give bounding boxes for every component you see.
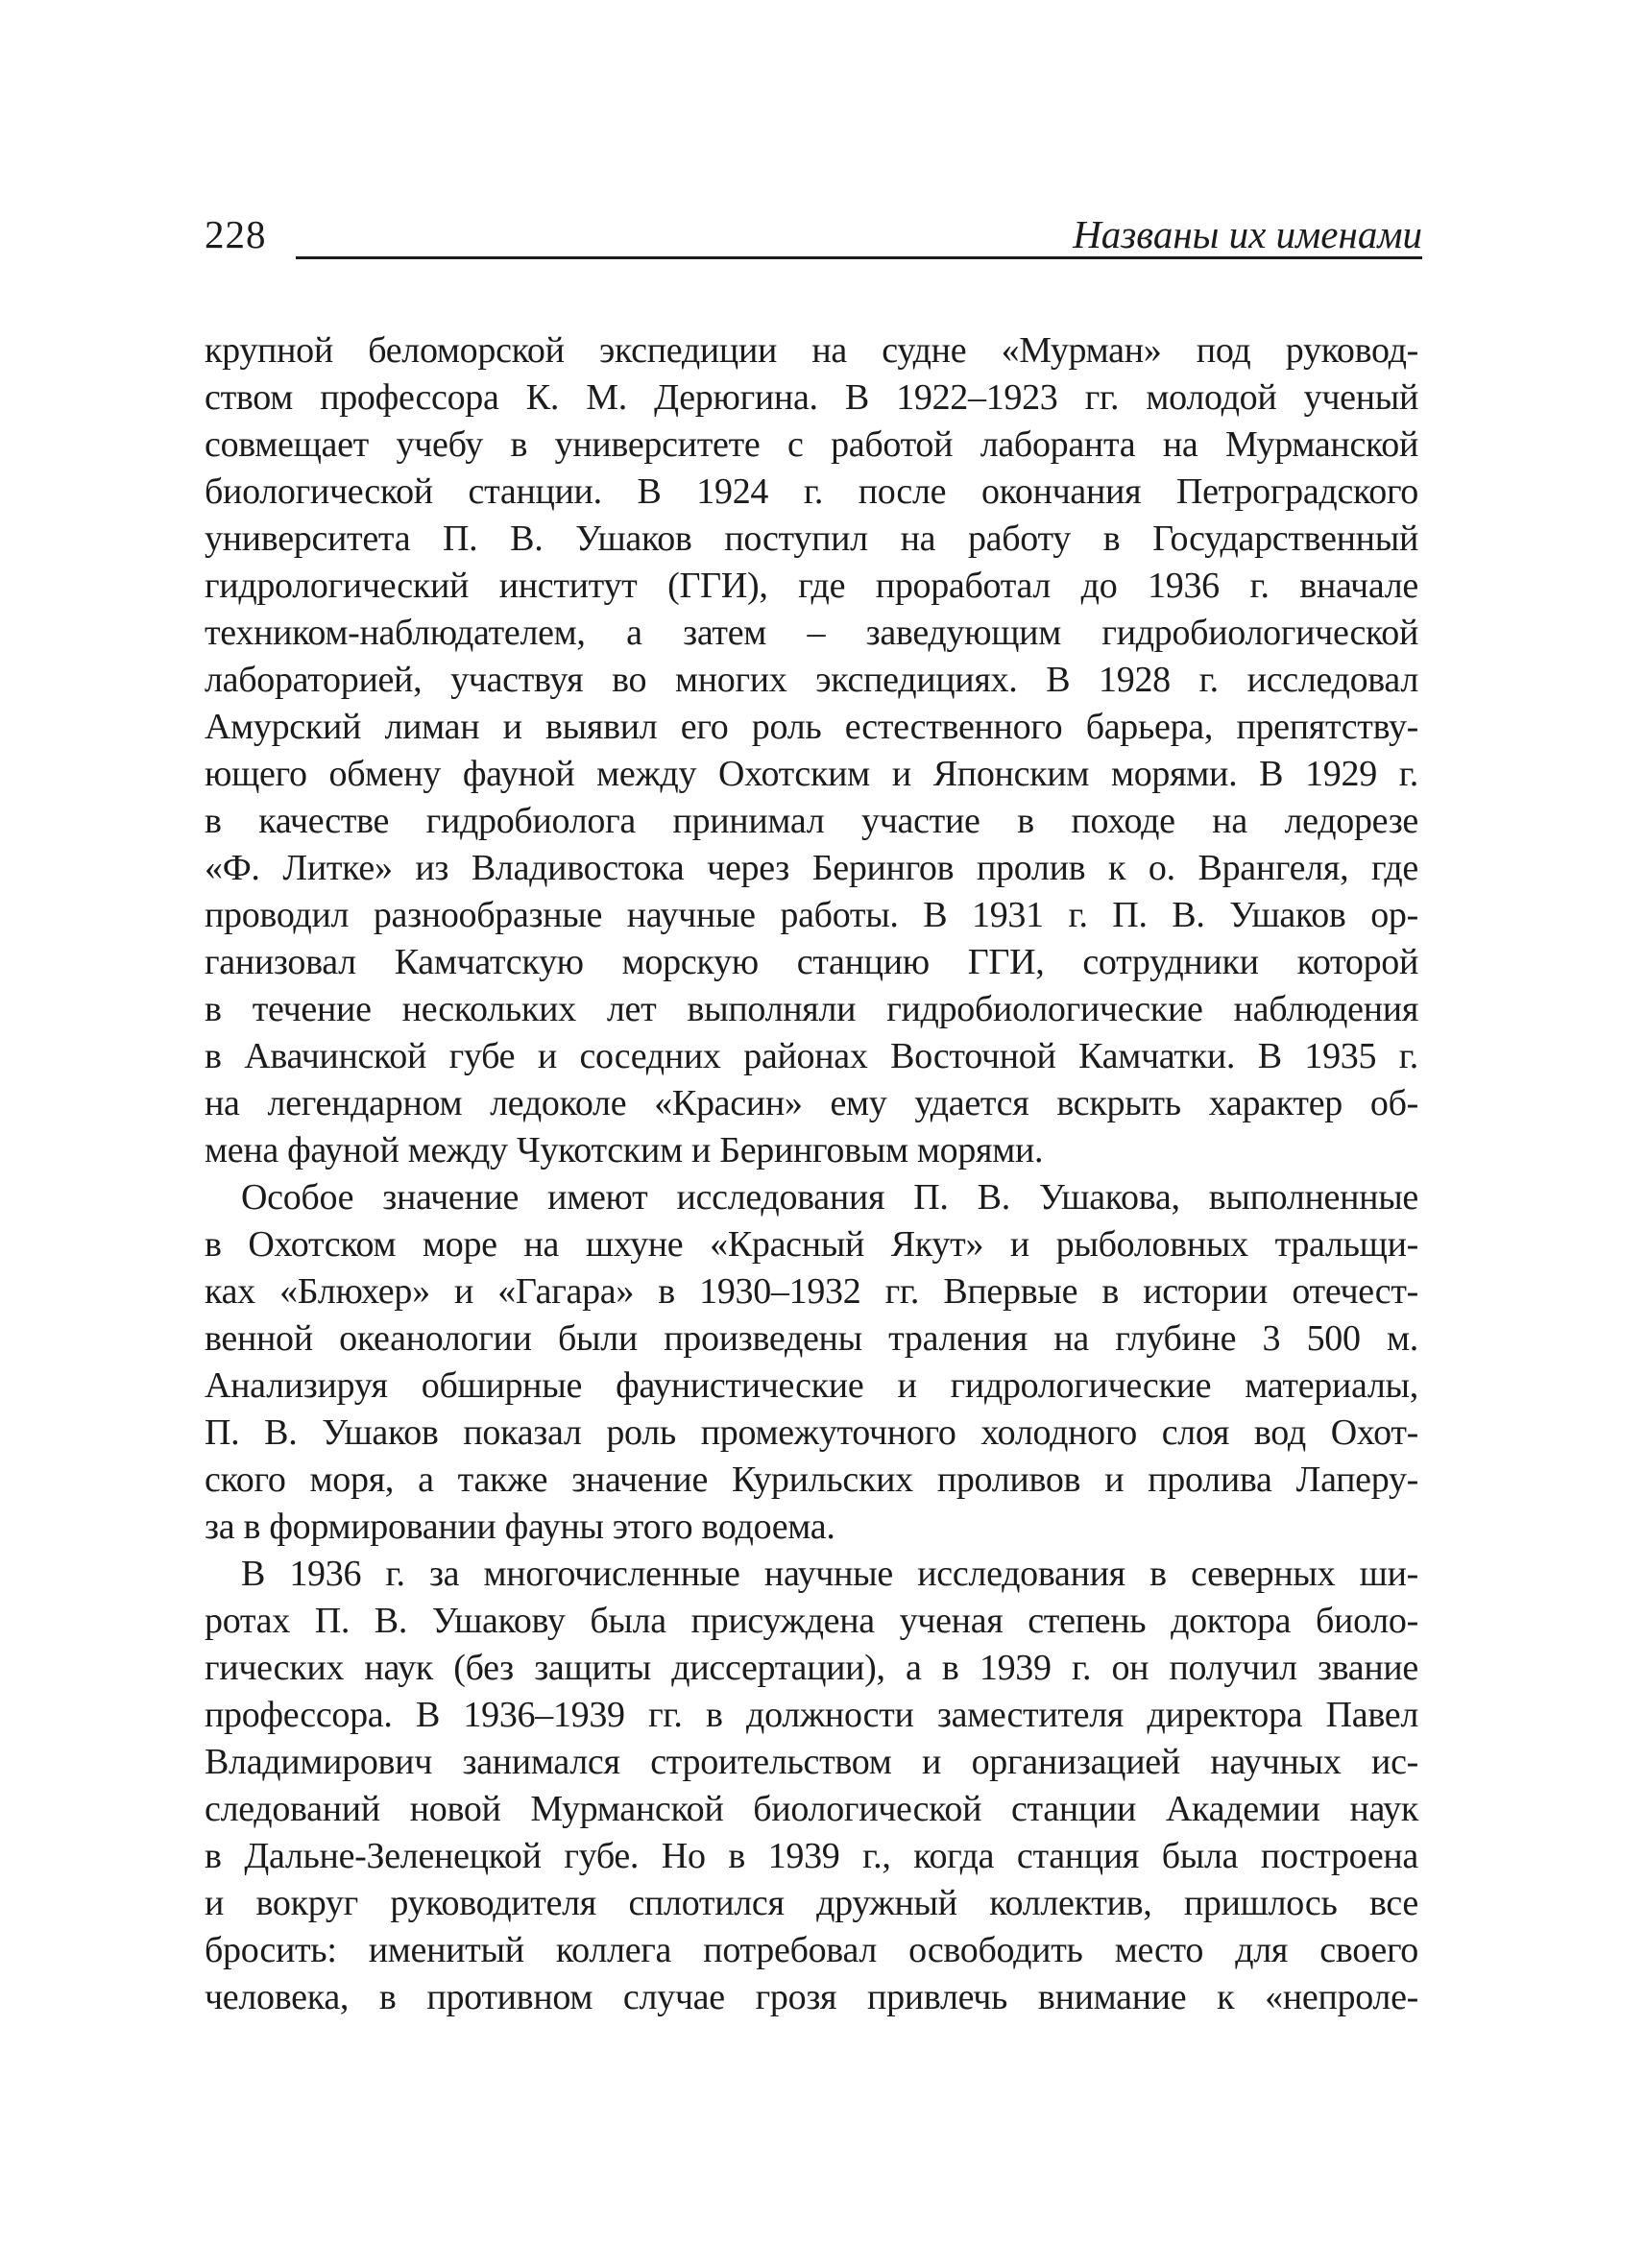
page-number: 228 — [205, 212, 267, 256]
text-line: гидрологический институт (ГГИ), где проработал до 1936 г. вначале — [205, 566, 1418, 606]
text-line: «Ф. Литке» из Владивостока через Берингов пролив к о. Врангеля, где — [205, 848, 1418, 888]
text-line: в течение нескольких лет выполняли гидробиологические наблюдения — [205, 989, 1418, 1029]
paragraph — [205, 1174, 1418, 1551]
text-line: ганизовал Камчатскую морскую станцию ГГИ, сотрудники которой — [205, 942, 1418, 982]
text-line: университета П. В. Ушаков поступил на работу в Государственный — [205, 519, 1418, 559]
text-line: биологической станции. В 1924 г. после окончания Петроградского — [205, 471, 1418, 512]
running-title: Названы их именами — [1073, 212, 1422, 256]
text-line: Владимирович занимался строительством и организацией научных ис- — [205, 1742, 1418, 1782]
text-line: в Авачинской губе и соседних районах Восточной Камчатки. В 1935 г. — [205, 1036, 1418, 1076]
text-line: ротах П. В. Ушакову была присуждена ученая степень доктора биоло- — [205, 1601, 1418, 1641]
text-line: в Охотском море на шхуне «Красный Якут» и рыболовных тральщи- — [205, 1224, 1418, 1265]
text-line: и вокруг руководителя сплотился дружный коллектив, пришлось все — [205, 1883, 1418, 1923]
text-line: ского моря, а также значение Курильских проливов и пролива Лаперу- — [205, 1460, 1418, 1500]
text-line: человека, в противном случае грозя привлечь внимание к «непроле- — [205, 1977, 1418, 2017]
text-line: П. В. Ушаков показал роль промежуточного холодного слоя вод Охот- — [205, 1412, 1418, 1453]
text-line: в Дальне-Зеленецкой губе. Но в 1939 г., когда станция была построена — [205, 1836, 1418, 1876]
text-line: ках «Блюхер» и «Гагара» в 1930–1932 гг. Впервые в истории отечест- — [205, 1271, 1418, 1312]
text-line: ющего обмену фауной между Охотским и Японским морями. В 1929 г. — [205, 754, 1418, 794]
text-line: ством профессора К. М. Дерюгина. В 1922–1923 гг. молодой ученый — [205, 377, 1418, 418]
text-line: В 1936 г. за многочисленные научные исследования в северных ши- — [241, 1554, 1418, 1594]
paragraph — [205, 327, 1418, 1174]
text-line: в качестве гидробиолога принимал участие в походе на ледорезе — [205, 801, 1418, 841]
text-line: бросить: именитый коллега потребовал освободить место для своего — [205, 1930, 1418, 1970]
body-text — [205, 327, 1418, 2021]
text-line: за в формировании фауны этого водоема. — [205, 1507, 835, 1547]
text-line: проводил разнообразные научные работы. В 1931 г. П. В. Ушаков ор- — [205, 895, 1418, 935]
text-line: мена фауной между Чукотским и Беринговым морями. — [205, 1130, 1044, 1170]
text-line: Анализируя обширные фаунистические и гидрологические материалы, — [205, 1365, 1418, 1406]
text-line: на легендарном ледоколе «Красин» ему удается вскрыть характер об- — [205, 1083, 1418, 1123]
text-line: профессора. В 1936–1939 гг. в должности заместителя директора Павел — [205, 1695, 1418, 1735]
text-line: техником-наблюдателем, а затем – заведующим гидробиологической — [205, 613, 1418, 653]
paragraph — [205, 1551, 1418, 2021]
text-line: крупной беломорской экспедиции на судне «Мурман» под руковод- — [205, 330, 1418, 371]
text-line: Амурский лиман и выявил его роль естественного барьера, препятству- — [205, 707, 1418, 747]
text-line: Особое значение имеют исследования П. В. Ушакова, выполненные — [241, 1177, 1418, 1218]
page-body — [205, 327, 1418, 2021]
text-line: гических наук (без защиты диссертации), а в 1939 г. он получил звание — [205, 1648, 1418, 1688]
text-line: совмещает учебу в университете с работой лаборанта на Мурманской — [205, 424, 1418, 465]
text-line: лабораторией, участвуя во многих экспедициях. В 1928 г. исследовал — [205, 660, 1418, 700]
text-line: венной океанологии были произведены траления на глубине 3 500 м. — [205, 1318, 1418, 1359]
page-header — [205, 212, 1422, 259]
text-line: следований новой Мурманской биологической станции Академии наук — [205, 1789, 1418, 1829]
header-rule — [296, 212, 1423, 259]
